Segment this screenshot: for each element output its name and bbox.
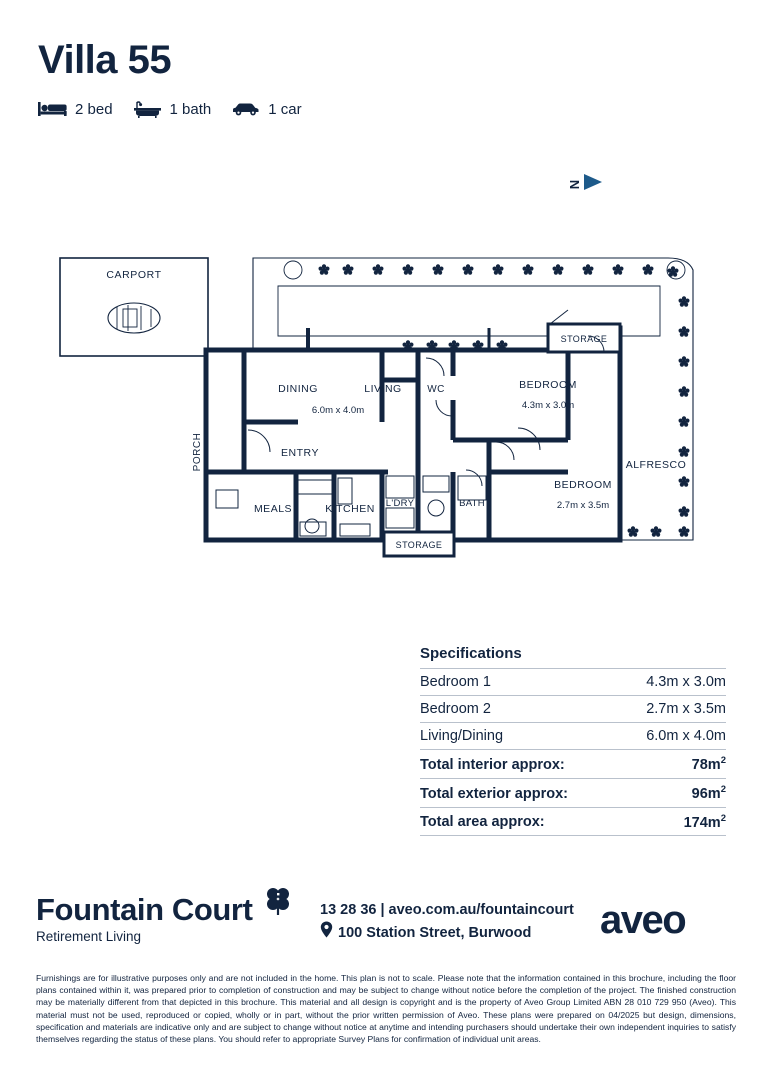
spec-value: $174m^2$ bbox=[683, 812, 726, 831]
room-dims-living: 6.0m x 4.0m bbox=[311, 405, 365, 416]
room-label-bedroom1: BEDROOM bbox=[519, 379, 577, 391]
spec-label: Bedroom 2 bbox=[420, 701, 491, 717]
room-label-kitchen: KITCHEN bbox=[325, 503, 375, 515]
storage-top-label: STORAGE bbox=[560, 334, 608, 344]
spec-label: Living/Dining bbox=[420, 728, 504, 744]
spec-row bbox=[420, 722, 726, 749]
room-label-meals: MEALS bbox=[253, 503, 293, 515]
feature-car-label: 1 car bbox=[268, 100, 302, 118]
storage-bottom-label: STORAGE bbox=[395, 540, 443, 550]
room-label-dining: DINING bbox=[278, 383, 318, 395]
spec-label: Bedroom 1 bbox=[420, 674, 491, 690]
room-label-alfresco: ALFRESCO bbox=[625, 459, 687, 471]
room-label-porch: PORCH bbox=[192, 432, 203, 472]
feature-bath-label: 1 bath bbox=[169, 100, 212, 118]
feature-bath bbox=[133, 100, 212, 118]
contact-block bbox=[320, 900, 574, 945]
location-pin-icon bbox=[320, 921, 333, 945]
feature-bed-label: 2 bed bbox=[75, 100, 113, 118]
room-dims-bedroom1: 4.3m x 3.0m bbox=[521, 400, 575, 411]
spec-row-total bbox=[420, 749, 726, 778]
bed-icon bbox=[38, 100, 68, 118]
spec-label: Total exterior approx: bbox=[420, 785, 568, 802]
brand-tagline: Retirement Living bbox=[36, 928, 142, 944]
address-text: 100 Station Street, Burwood bbox=[338, 924, 532, 941]
spec-row bbox=[420, 695, 726, 722]
page-title: Villa 55 bbox=[38, 38, 172, 82]
bath-icon bbox=[133, 100, 163, 118]
specifications-list bbox=[420, 668, 726, 836]
north-arrow bbox=[567, 172, 604, 197]
spec-value: $78m^2$ bbox=[691, 755, 726, 773]
spec-row-total bbox=[420, 778, 726, 807]
room-label-bedroom2: BEDROOM bbox=[554, 479, 612, 491]
car-icon bbox=[231, 100, 261, 118]
feature-bed bbox=[38, 100, 113, 118]
address-line bbox=[320, 921, 574, 945]
specifications-panel bbox=[420, 645, 726, 836]
spec-value: $96m^2$ bbox=[691, 783, 726, 802]
room-label-wc: WC bbox=[427, 384, 445, 395]
feature-car bbox=[231, 100, 301, 118]
specifications-heading: Specifications bbox=[420, 645, 522, 662]
spec-row-total bbox=[420, 807, 726, 836]
spec-value: 4.3m x 3.0m bbox=[646, 674, 726, 690]
carport bbox=[60, 258, 208, 356]
room-dims-bedroom2: 2.7m x 3.5m bbox=[556, 500, 610, 511]
brand-block bbox=[36, 894, 253, 944]
aveo-logo: aveo bbox=[600, 898, 686, 942]
spec-label: Total area approx: bbox=[420, 814, 545, 831]
floor-plan bbox=[48, 240, 716, 580]
room-label-entry: ENTRY bbox=[281, 447, 319, 459]
spec-value: 6.0m x 4.0m bbox=[646, 728, 726, 744]
clover-icon bbox=[262, 884, 294, 921]
room-label-laundry: L'DRY bbox=[385, 498, 415, 509]
disclaimer-text: Furnishings are for illustrative purposes only and are not included in the home. This plan is not to scale. Please note that the information contained in this brochure, including the floor plans contained within it, was prepared prior to completion of construction and may be subject to change without notice before the completion of the project. The finished construction may be materially different from that depicted in this brochure. This material and all design is copyright and is the property of Aveo Group Limited ABN 28 010 729 950 (Aveo). This material must not be used, reproduced or copied, wholly or in part, without the prior written permission of Aveo. These plans were prepared on 04/2025 but design, dimensions, specification and materials are indicative only and are subject to change without notice at anytime and intending purchasers should undertake their own independent inquiries to satisfy themselves regarding the status of these plans. You should refer to appropriate Survey Plans for confirmation of individual unit areas. bbox=[36, 973, 736, 1045]
room-label-living: LIVING bbox=[364, 383, 402, 395]
storage-bottom-box bbox=[384, 532, 454, 556]
footer bbox=[0, 880, 764, 965]
spec-value: 2.7m x 3.5m bbox=[646, 701, 726, 717]
north-arrow-icon bbox=[582, 172, 604, 197]
north-label: N bbox=[567, 179, 583, 190]
brand-name: Fountain Court bbox=[36, 892, 253, 927]
carport-label: CARPORT bbox=[106, 269, 162, 281]
feature-list bbox=[38, 100, 302, 118]
spec-label: Total interior approx: bbox=[420, 756, 565, 773]
room-label-bath: BATH bbox=[459, 498, 485, 509]
spec-row bbox=[420, 668, 726, 695]
phone-web-line[interactable]: 13 28 36 | aveo.com.au/fountaincourt bbox=[320, 902, 574, 918]
